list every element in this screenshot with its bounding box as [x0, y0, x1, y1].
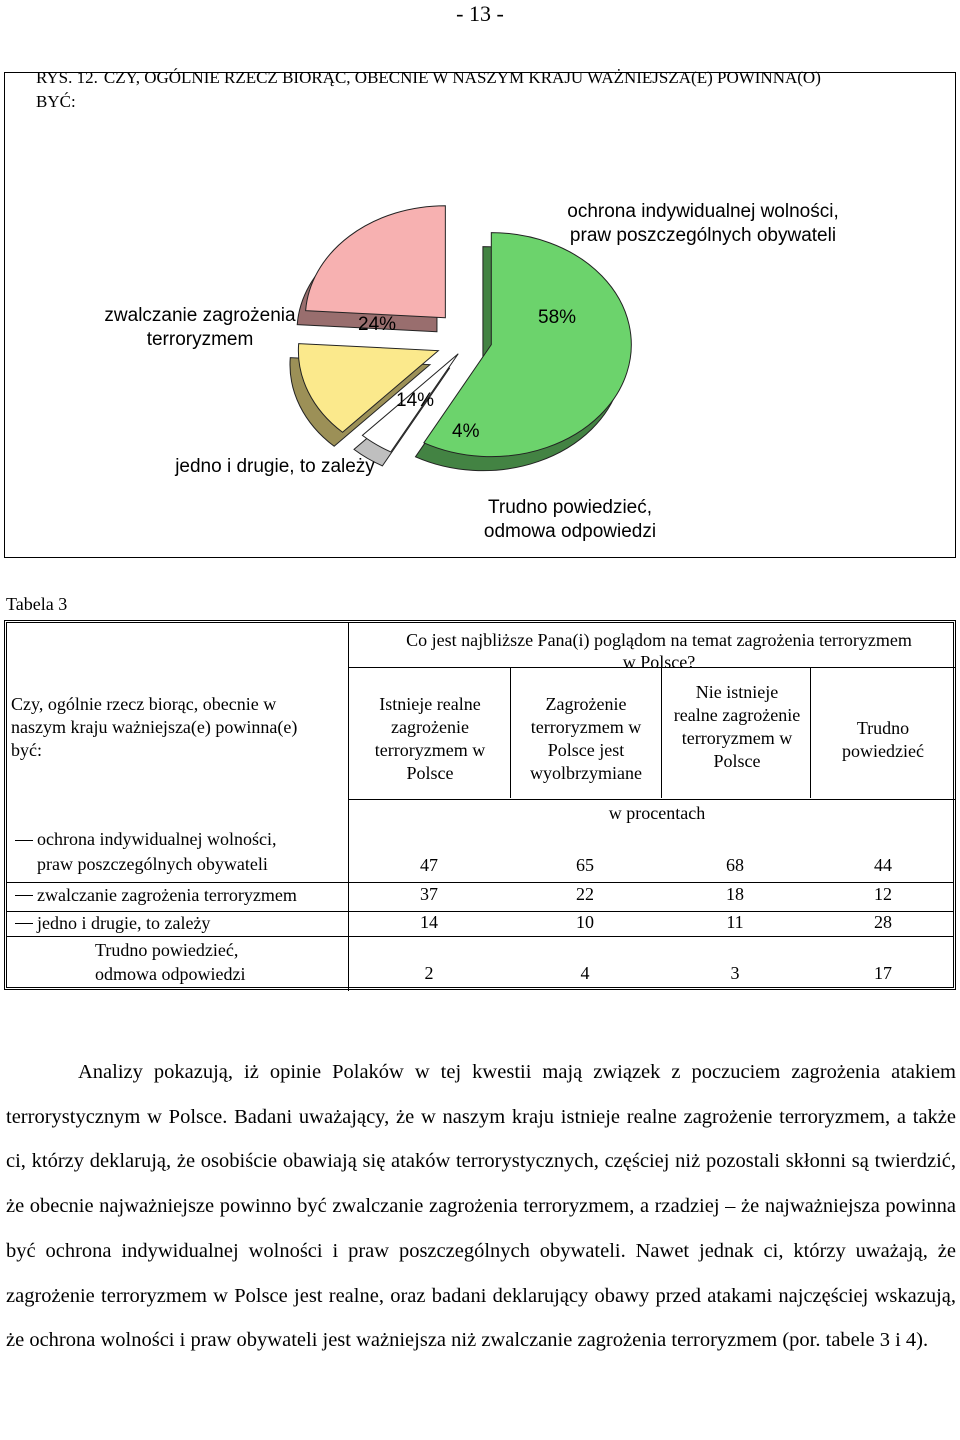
table-cell: 14 [420, 912, 438, 932]
table-cell: 37 [420, 884, 438, 904]
slice-label-freedom-line1: ochrona indywidualnej wolności, [567, 201, 839, 222]
unit-label: w procentach [608, 803, 706, 823]
slice-label-both [150, 455, 400, 479]
table-cell: 18 [726, 884, 744, 904]
column-header-not-real: Nie istnieje realne zagrożenie terroryzmem w Polsce [673, 682, 801, 771]
column-header-dont-know: Trudno powiedzieć [842, 718, 924, 761]
table-caption: Tabela 3 [6, 594, 68, 614]
slice-label-terror [90, 304, 310, 352]
row-header: Czy, ogólnie rzecz biorąc, obecnie w naszym kraju ważniejsza(e) powinna(e) być: [11, 694, 298, 760]
slice-label-dontknow [440, 496, 700, 544]
table-cell: 11 [726, 912, 744, 932]
pie-slice-terror [306, 206, 446, 318]
slice-label-freedom-line2: praw poszczególnych obywateli [569, 225, 837, 246]
body-paragraph-text: Analizy pokazują, iż opinie Polaków w tej kwestii mają związek z poczuciem zagrożenia atakiem terrorystycznym w Polsce. Badani uważający, że w naszym kraju istnieje realne zagrożenie terroryzmem, a także ci, którzy deklarują, że osobiście obawiają się ataków terrorystycznych, częściej niż pozostali skłonni są twierdzić, że obecnie najważniejsze powinno być zwalczanie zagrożenia terroryzmem, a rzadziej – że najważniejsza powinna być ochrona indywidualnej wolności i praw poszczególnych obywateli. Nawet jednak ci, którzy uważają, że zagrożenie terroryzmem w Polsce jest realne, oraz badani deklarujący obawy przed atakami najczęściej wskazują, że ochrona wolności i praw obywateli jest ważniejsza niż zwalczanie zagrożenia terroryzmem (por. tabele 3 i 4). [6, 1061, 956, 1352]
table-cell: 17 [874, 963, 892, 983]
table-row-label: Trudno powiedzieć, [95, 940, 239, 960]
pct-label-both: 14% [396, 390, 435, 411]
slice-label-both-line1: jedno i drugie, to zależy [175, 456, 375, 477]
table-cell: 68 [726, 855, 744, 875]
table-cell: 4 [580, 963, 590, 983]
table-cell: 65 [576, 855, 594, 875]
data-table [4, 620, 956, 990]
table-cell: 10 [576, 912, 594, 932]
table-cell: 3 [730, 963, 740, 983]
body-paragraph [6, 1050, 956, 1363]
slice-label-freedom [548, 200, 858, 248]
column-group-header: Co jest najbliższe Pana(i) poglądom na temat zagrożenia terroryzmem w Polsce? [406, 630, 912, 672]
pct-label-freedom: 58% [538, 307, 577, 328]
table-cell: 28 [874, 912, 892, 932]
figure-title-text: CZY, OGÓLNIE RZECZ BIORĄC, OBECNIE W NASZYM KRAJU WAŻNIEJSZA(E) POWINNA(O) BYĆ: [36, 68, 821, 111]
table-cell: 22 [576, 884, 594, 904]
table-cell: 44 [874, 855, 892, 875]
slice-label-terror-line2: terroryzmem [146, 329, 254, 350]
pie-chart [0, 0, 960, 560]
figure-label: RYS. 12. [36, 68, 98, 87]
pct-label-dontknow: 4% [452, 421, 480, 442]
column-header-exaggerated: Zagrożenie terroryzmem w Polsce jest wyolbrzymiane [530, 694, 642, 783]
table-row-label: jedno i drugie, to zależy [37, 913, 211, 933]
column-header-real: Istnieje realne zagrożenie terroryzmem w Polsce [374, 694, 486, 783]
table-row-label-cont: praw poszczególnych obywateli [37, 854, 268, 874]
table-row-label-cont: odmowa odpowiedzi [95, 964, 246, 984]
pct-label-terror: 24% [358, 314, 397, 335]
table-cell: 12 [874, 884, 892, 904]
slice-label-dontknow-line2: odmowa odpowiedzi [483, 521, 657, 542]
slice-label-terror-line1: zwalczanie zagrożenia [104, 305, 296, 326]
page-number: - 13 - [456, 1, 504, 26]
table-row-label: zwalczanie zagrożenia terroryzmem [37, 885, 297, 905]
table-cell: 2 [424, 963, 434, 983]
table-row-label: ochrona indywidualnej wolności, [37, 829, 277, 849]
table-cell: 47 [420, 855, 438, 875]
slice-label-dontknow-line1: Trudno powiedzieć, [487, 497, 653, 518]
